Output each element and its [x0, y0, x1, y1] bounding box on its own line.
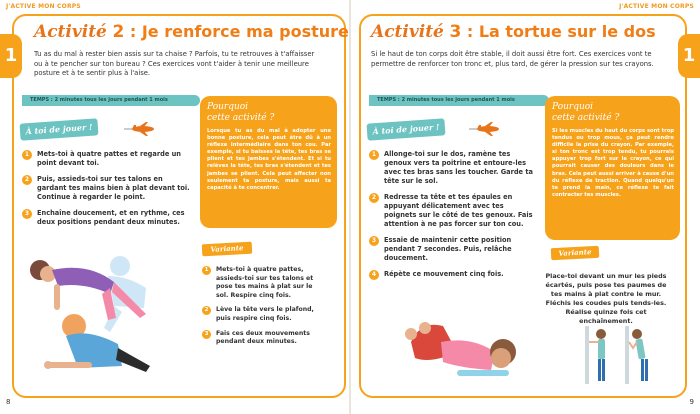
- page-number-right: 9: [689, 398, 694, 406]
- activity-number: 2: [112, 22, 125, 42]
- right-pourquoi-box: [545, 96, 680, 240]
- pourquoi-body: Si les muscles du haut du corps sont trop tendus ou trop mous, ça peut rendre difficile la prise du crayon. Par exemple, si ton tronc est trop tendu, tu pourrais appuyer trop fort sur le crayon, ce qui pourrait causer des douleurs dans le bras. Cela peut aussi arriver à cause d'un du réflexe de traction. Quand quelqu'un te prend la main, ce réflexe te fait contracter tes muscles.: [552, 128, 674, 198]
- left-steps: [22, 150, 190, 234]
- plane-icon: [469, 122, 501, 136]
- left-activity-title: Activité 2 : Je renforce ma posture: [34, 22, 349, 42]
- child-kneeling: [44, 314, 150, 372]
- posture-illustration: [18, 248, 168, 383]
- right-page: [351, 0, 700, 414]
- right-step-4: 4 Répète ce mouvement cinq fois.: [369, 270, 535, 279]
- right-variante-ribbon: Variante: [551, 246, 600, 260]
- right-activity-title: Activité 3 : La tortue sur le dos: [371, 22, 656, 42]
- running-head-right: J'ACTIVE MON CORPS: [619, 3, 694, 10]
- page-number-left: 8: [6, 398, 11, 406]
- left-temps-bar: TEMPS : 2 minutes tous les jours pendant 1 mois: [22, 95, 200, 106]
- variante-step-2: 2 Lève la tête vers le plafond, puis respire cinq fois.: [202, 306, 326, 323]
- right-step-1: 1 Allonge-toi sur le dos, ramène tes genoux vers ta poitrine et entoure-les avec tes bras sans les toucher. Garde ta tête sur le sol.: [369, 150, 535, 186]
- figure-straight: [585, 326, 606, 384]
- right-intro: Si le haut de ton corps doit être stable, il doit aussi être fort. Ces exercices vont te permettre de renforcer ton tronc et, plus tard, de gérer la pression sur tes crayons.: [371, 50, 654, 68]
- left-step-3: 3 Enchaîne doucement, et en rythme, ces deux positions pendant deux minutes.: [22, 209, 190, 227]
- variante-step-3: 3 Fais ces deux mouvements pendant deux minutes.: [202, 330, 326, 347]
- pourquoi-body: Lorsque tu as du mal à adopter une bonne posture, cela peut être dû à un réflexe intermédiaire dans ton cou. Par exemple, si tu baisses la tête, tes bras se plient et tes jambes s'étendent. Et si tu relèves la tête, tes bras s'étendent et tes jambes se plient. Cela peut affecter non seulement ta posture, mais aussi ta capacité à te concentrer.: [207, 128, 331, 191]
- running-head-left: J'ACTIVE MON CORPS: [6, 3, 81, 10]
- left-variante-steps: [202, 266, 326, 353]
- plane-icon: [124, 122, 156, 136]
- right-steps: [369, 150, 535, 286]
- left-step-1: 1 Mets-toi à quatre pattes et regarde un point devant toi.: [22, 150, 190, 168]
- child-on-back: [405, 322, 516, 376]
- left-page: [0, 0, 349, 414]
- left-intro: Tu as du mal à rester bien assis sur ta chaise ? Parfois, tu te retrouves à t'affaisser ou à te pencher sur ton bureau ? Ces exercices vont t'aider à tenir une meilleure posture et à te sentir plus à l'aise.: [34, 50, 315, 78]
- left-pourquoi-box: [200, 96, 337, 228]
- left-ribbon: À toi de jouer !: [20, 118, 99, 140]
- right-ribbon: À toi de jouer !: [367, 118, 446, 140]
- activity-number: 3: [449, 22, 462, 42]
- turtle-illustration: [391, 312, 531, 384]
- variante-step-1: 1 Mets-toi à quatre pattes, assieds-toi sur tes talons et pose tes mains à plat sur le sol. Respire cinq fois.: [202, 266, 326, 300]
- right-variante-text: Place-toi devant un mur les pieds écartés, puis pose tes paumes de tes mains à plat contre le mur. Fléchis les coudes puis tends-les. Réalise quinze fois cet enchaînement.: [545, 272, 667, 325]
- activity-name: Je renforce ma posture: [141, 22, 349, 41]
- right-step-3: 3 Essaie de maintenir cette position pendant 7 secondes. Puis, relâche doucement.: [369, 236, 535, 263]
- left-step-2: 2 Puis, assieds-toi sur tes talons en gardant tes mains bien à plat devant toi. Continue à regarder le point.: [22, 175, 190, 202]
- right-temps-bar: TEMPS : 2 minutes tous les jours pendant 1 mois: [369, 95, 549, 106]
- chapter-tab-right: 1: [678, 34, 700, 78]
- activity-name: La tortue sur le dos: [478, 22, 656, 41]
- wall-pushup-illustration: [577, 324, 655, 384]
- right-step-2: 2 Redresse ta tête et tes épaules en appuyant délicatement avec tes poignets sur le côté de tes genoux. Fais attention à ne pas forcer sur ton cou.: [369, 193, 535, 229]
- pourquoi-heading: Pourquoi cette activité ?: [207, 102, 275, 123]
- chapter-tab-left: 1: [0, 34, 22, 78]
- activity-word: Activité: [371, 22, 444, 42]
- activity-word: Activité: [34, 22, 107, 42]
- pourquoi-heading: Pourquoi cette activité ?: [552, 102, 620, 123]
- figure-bent: [625, 326, 648, 384]
- left-variante-ribbon: Variante: [202, 242, 253, 257]
